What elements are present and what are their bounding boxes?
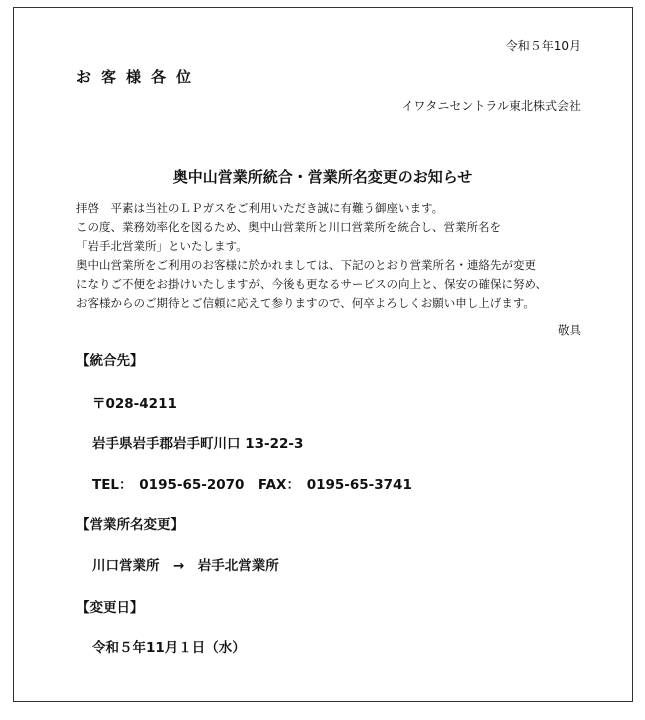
- merge-heading: 【統合先】: [76, 353, 144, 369]
- body-line: お客様からのご期待とご信頼に応えて参りますので、何卒よろしくお願い申し上げます。: [76, 296, 535, 310]
- change-date-heading: 【変更日】: [76, 600, 144, 616]
- body-line: 「岩手北営業所」といたします。: [76, 239, 248, 253]
- addressee: お客様各位: [76, 68, 202, 86]
- body-line: 奥中山営業所をご利用のお客様に於かれましては、下記のとおり営業所名・連絡先が変更: [76, 258, 536, 272]
- postal-code: 〒028-4211: [92, 396, 177, 412]
- company-name: イワタニセントラル東北株式会社: [401, 99, 581, 113]
- office-rename: 川口営業所 → 岩手北営業所: [92, 558, 279, 574]
- body-line: になりご不便をお掛けいたしますが、今後も更なるサービスの向上と、保安の確保に努め、: [76, 277, 548, 291]
- body-line: 拝啓 平素は当社のＬＰガスをご利用いただき誠に有難う御座います。: [76, 201, 444, 215]
- body-line: この度、業務効率化を図るため、奥中山営業所と川口営業所を統合し、営業所名を: [76, 220, 502, 234]
- notice-body: [76, 199, 547, 313]
- phone-fax: TEL： 0195-65-2070 FAX： 0195-65-3741: [92, 477, 412, 493]
- issue-date: 令和５年10月: [505, 39, 581, 53]
- office-address: 岩手県岩手郡岩手町川口 13-22-3: [92, 436, 304, 452]
- change-date: 令和５年11月１日（水）: [92, 640, 246, 656]
- notice-title: 奥中山営業所統合・営業所名変更のお知らせ: [172, 168, 473, 186]
- rename-heading: 【営業所名変更】: [76, 517, 184, 533]
- closing-word: 敬具: [558, 323, 581, 337]
